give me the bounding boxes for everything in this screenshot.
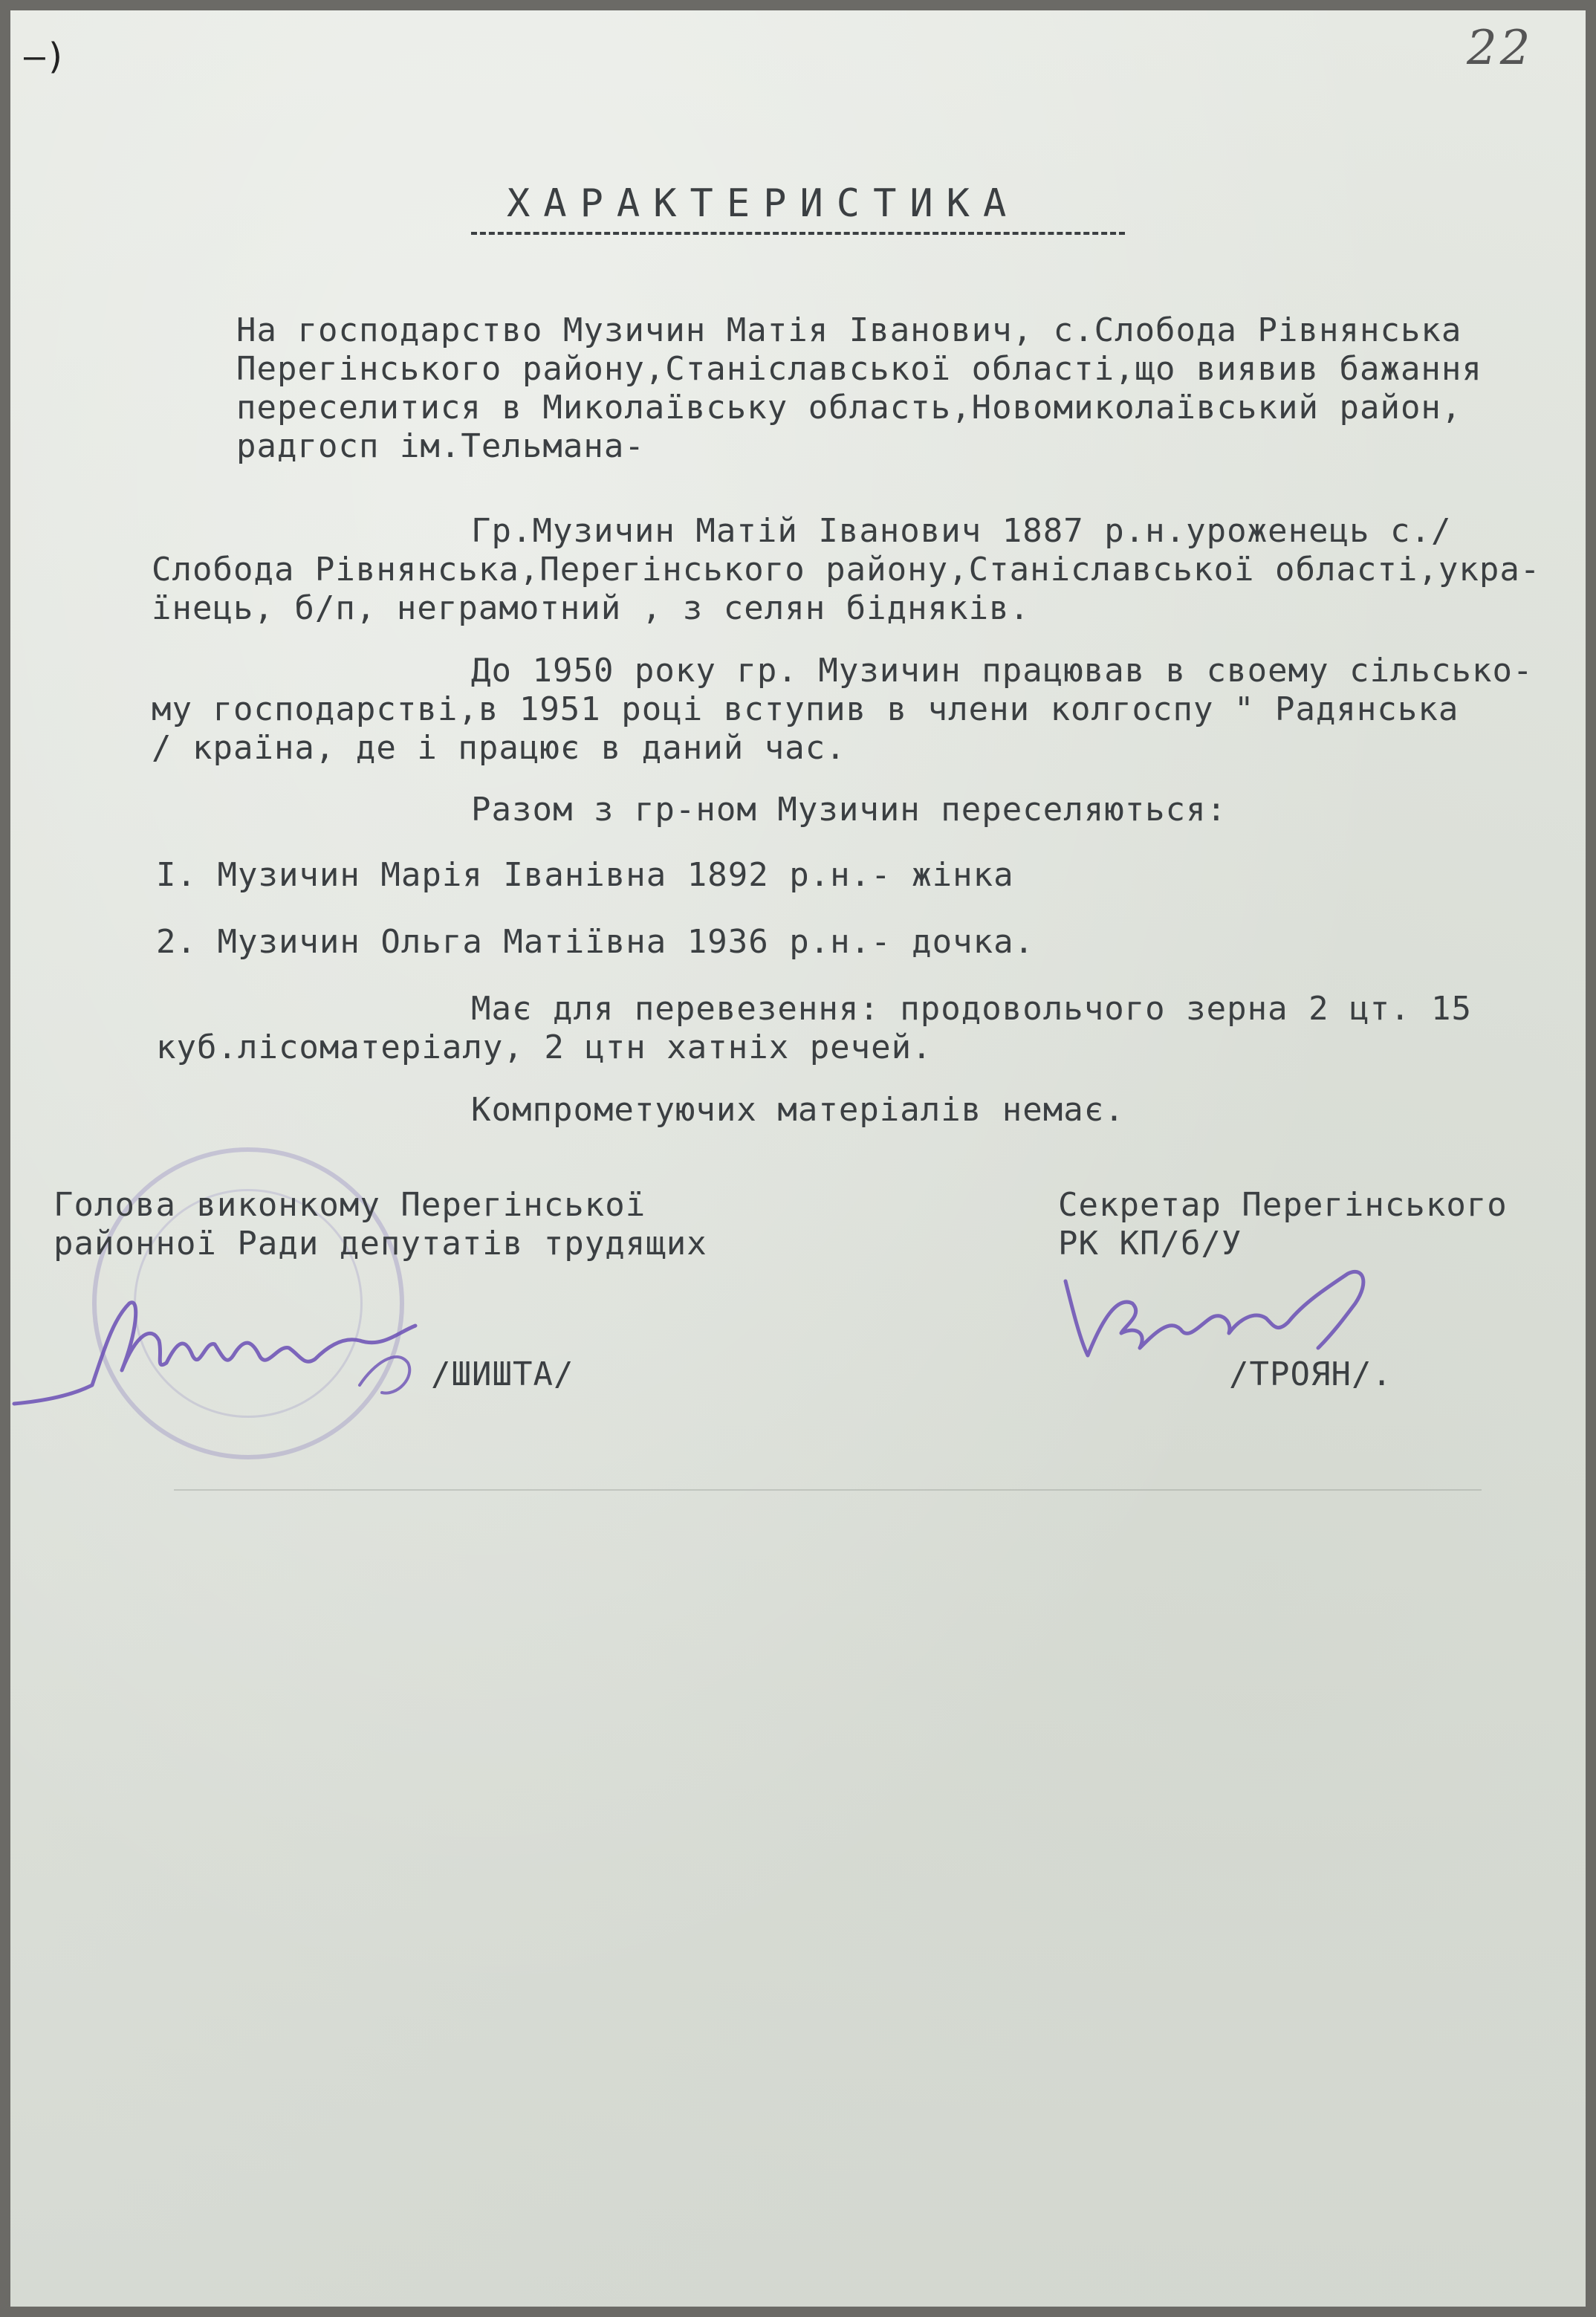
paper-fold-line [174,1489,1482,1491]
right-signatory-title: Секретар Перегінського [1058,1186,1508,1224]
paragraph-line: / країна, де і працює в даний час. [152,729,846,767]
intro-line: переселитися в Миколаївську область,Новомиколаївський район, [236,389,1462,427]
paragraph-line: їнець, б/п, неграмотний , з селян бідняків. [152,589,1031,627]
corner-mark: –) [24,36,67,77]
right-signatory-title: РК КП/б/У [1058,1225,1242,1263]
cargo-line: Має для перевезення: продовольчого зерна 2 цт. 15 [471,990,1473,1028]
intro-line: Перегінського району,Станіславської області,що виявив бажання [236,350,1482,388]
family-member: I. Музичин Марія Іванівна 1892 р.н.- жінка [156,856,1014,894]
intro-line: радгосп ім.Тельмана- [236,427,645,465]
family-member: 2. Музичин Ольга Матіївна 1936 р.н.- дочка. [156,923,1035,961]
family-intro: Разом з гр-ном Музичин переселяються: [471,791,1227,829]
paragraph-line: му господарстві,в 1951 році вступив в члени колгоспу " Радянська [152,690,1459,728]
left-signatory-title: Голова виконкому Перегінської [53,1186,646,1224]
document-title: ХАРАКТЕРИСТИКА [507,181,1020,226]
paragraph-line: Слобода Рівнянська,Перегінського району,Станіславської області,укра- [152,551,1541,589]
no-compromising-note: Компрометуючих матеріалів немає. [471,1091,1125,1129]
paragraph-line: До 1950 року гр. Музичин працював в своему сільсько- [471,652,1534,690]
left-signature-name: /ШИШТА/ [431,1355,574,1393]
right-signature [1051,1244,1392,1370]
paragraph-line: Гр.Музичин Матій Іванович 1887 р.н.уроженець с./ [471,512,1452,550]
intro-line: На господарство Музичин Матія Іванович, с.Слобода Рівнянська [236,311,1462,349]
left-signatory-title: районної Ради депутатів трудящих [53,1225,707,1263]
title-underline [471,232,1125,235]
cargo-line: куб.лісоматеріалу, 2 цтн хатніх речей. [156,1028,932,1066]
left-signature [10,1274,456,1422]
right-signature-name: /ТРОЯН/. [1229,1355,1392,1393]
page-number: 22 [1467,21,1534,76]
